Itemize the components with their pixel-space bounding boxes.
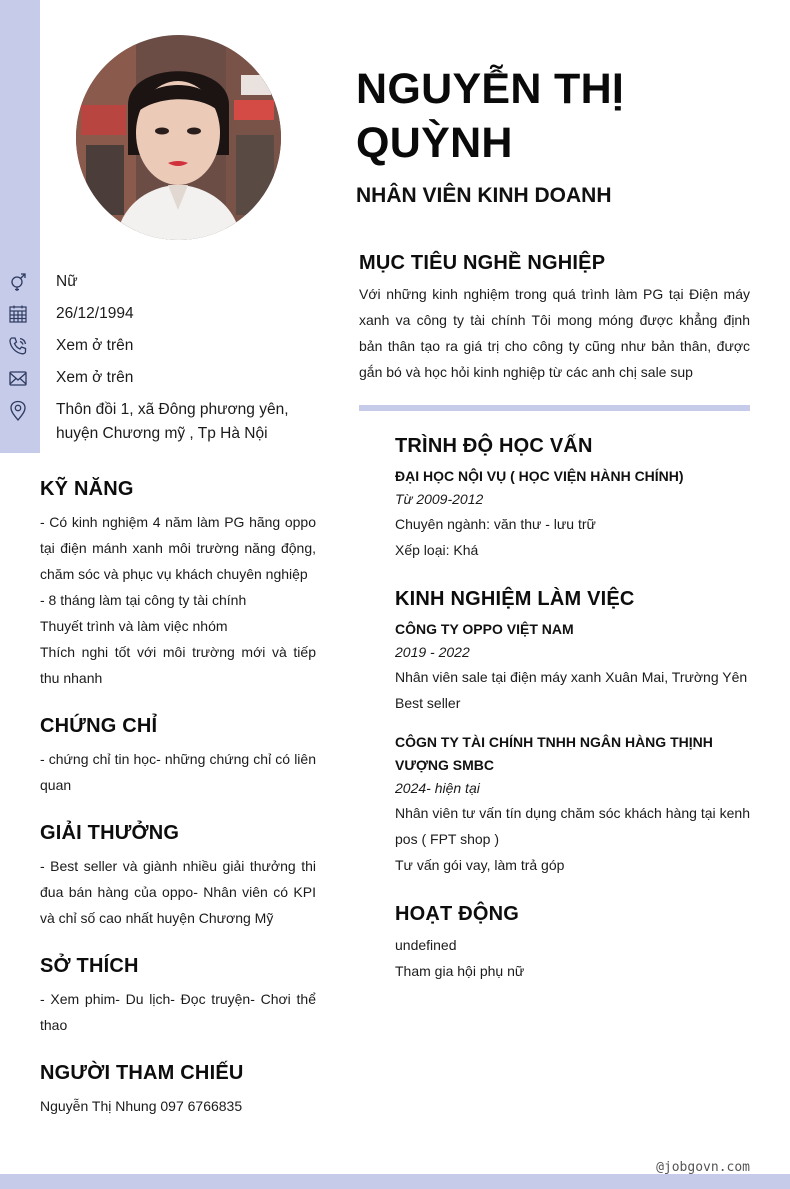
address-text: Thôn đồi 1, xã Đông phương yên, huyện Chương mỹ , Tp Hà Nội [56, 401, 289, 442]
contact-phone [0, 334, 320, 358]
footer-accent-strip [0, 1174, 790, 1189]
experience-entry [395, 731, 750, 878]
skill-item: - 8 tháng làm tại công ty tài chính [40, 592, 247, 608]
skill-item: - Có kinh nghiệm 4 năm làm PG hãng oppo tại điện mánh xanh môi trường năng động, chăm sóc và phục vụ khách chuyên nghiệp [40, 514, 316, 582]
location-pin-icon [8, 400, 28, 420]
job-description: Nhân viên sale tại điện máy xanh Xuân Mai, Trường Yên [395, 669, 748, 685]
job-description: Nhân viên tư vấn tín dụng chăm sóc khách hàng tại kenh pos ( FPT shop ) [395, 805, 750, 847]
avatar-photo [76, 35, 281, 240]
skill-item: Thích nghi tốt với môi trường mới và tiếp thu nhanh [40, 644, 316, 686]
watermark: @jobgovn.com [656, 1160, 750, 1175]
activity-item: Tham gia hội phụ nữ [395, 963, 525, 979]
references-title: NGƯỜI THAM CHIẾU [40, 1062, 244, 1084]
contact-email [0, 366, 320, 390]
contact-birthday [0, 302, 320, 326]
job-period: 2024- hiện tại [395, 780, 480, 796]
section-divider [359, 405, 750, 411]
email-text: Xem ở trên [56, 369, 134, 386]
job-description: Tư vấn gói vay, làm trả góp [395, 857, 565, 873]
education-major: Chuyên ngành: văn thư - lưu trữ [395, 516, 596, 532]
certificates-title: CHỨNG CHỈ [40, 715, 158, 737]
gender-icon [8, 272, 28, 292]
phone-text: Xem ở trên [56, 337, 134, 354]
job-title: NHÂN VIÊN KINH DOANH [356, 184, 612, 207]
avatar [76, 35, 281, 240]
objective-text: Với những kinh nghiệm trong quá trình làm PG tại Điện máy xanh va công ty tài chính Tôi mong móng được khẳng định bản thân tạo ra giá trị cho công ty cũng như bản thân, được gắn bó và học hỏi kinh nghiệp từ các anh chị sale sup [359, 286, 750, 380]
activities-list [395, 932, 750, 984]
awards-text: - Best seller và giành nhiều giải thưởng thi đua bán hàng của oppo- Nhân viên có KPI và chỉ số cao nhất huyện Chương Mỹ [40, 858, 316, 926]
gender-text: Nữ [56, 273, 78, 290]
birthday-text: 26/12/1994 [56, 305, 134, 322]
objective-title: MỤC TIÊU NGHỀ NGHIỆP [359, 252, 606, 274]
activities-title: HOẠT ĐỘNG [395, 903, 520, 925]
school-name: ĐẠI HỌC NỘI VỤ ( HỌC VIỆN HÀNH CHÍNH) [395, 468, 684, 484]
education-entry [395, 465, 750, 563]
references-text: Nguyễn Thị Nhung 097 6766835 [40, 1098, 243, 1114]
calendar-icon [8, 304, 28, 324]
education-title: TRÌNH ĐỘ HỌC VẤN [395, 435, 593, 457]
company-name: CÔGN TY TÀI CHÍNH TNHH NGÂN HÀNG THỊNH VƯỢNG SMBC [395, 734, 713, 773]
skill-item: Thuyết trình và làm việc nhóm [40, 618, 228, 634]
awards-title: GIẢI THƯỞNG [40, 822, 180, 844]
candidate-name: NGUYỄN THỊ QUỲNH [356, 65, 625, 167]
job-period: 2019 - 2022 [395, 644, 470, 660]
experience-title: KINH NGHIỆM LÀM VIỆC [395, 588, 635, 610]
skills-title: KỸ NĂNG [40, 478, 134, 500]
contact-gender [0, 270, 320, 294]
job-description: Best seller [395, 695, 461, 711]
education-grade: Xếp loại: Khá [395, 542, 479, 558]
certificates-text: - chứng chỉ tin học- những chứng chỉ có liên quan [40, 751, 316, 793]
experience-entry [395, 618, 750, 716]
activity-item: undefined [395, 937, 457, 953]
company-name: CÔNG TY OPPO VIỆT NAM [395, 621, 574, 637]
education-period: Từ 2009-2012 [395, 491, 484, 507]
phone-icon [8, 336, 28, 356]
contact-address [0, 398, 320, 448]
hobbies-text: - Xem phim- Du lịch- Đọc truyện- Chơi thể thao [40, 991, 316, 1033]
skills-list [40, 509, 316, 691]
hobbies-title: SỞ THÍCH [40, 955, 139, 977]
mail-icon [8, 368, 28, 388]
